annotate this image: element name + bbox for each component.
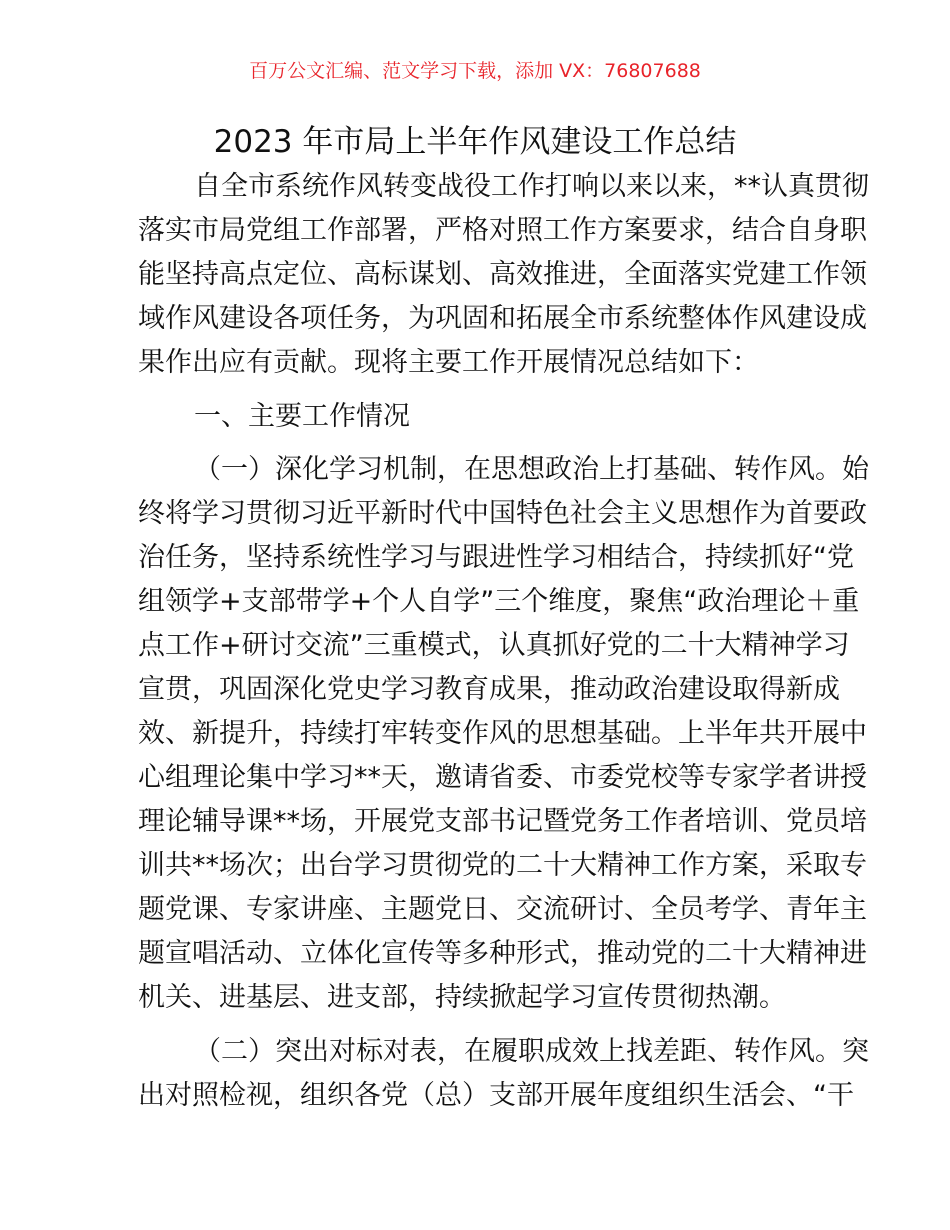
text-line: 组领学+支部带学+个人自学”三个维度，聚焦“政治理论＋重 xyxy=(138,586,860,617)
document-title: 2023 年市局上半年作风建设工作总结 xyxy=(213,124,737,160)
text-line: 能坚持高点定位、高标谋划、高效推进，全面落实党建工作领 xyxy=(138,259,867,290)
text-line: 训共**场次；出台学习贯彻党的二十大精神工作方案，采取专 xyxy=(138,850,867,881)
text-line: 机关、进基层、进支部，持续掀起学习宣传贯彻热潮。 xyxy=(138,982,786,1013)
text-line: 自全市系统作风转变战役工作打响以来以来，**认真贯彻 xyxy=(194,171,869,202)
text-line: 理论辅导课**场，开展党支部书记暨党务工作者培训、党员培 xyxy=(138,806,867,837)
text-line: 终将学习贯彻习近平新时代中国特色社会主义思想作为首要政 xyxy=(138,498,867,529)
text-line: 果作出应有贡献。现将主要工作开展情况总结如下： xyxy=(138,347,759,378)
text-line: 宣贯，巩固深化党史学习教育成果，推动政治建设取得新成 xyxy=(138,674,840,705)
text-line: 效、新提升，持续打牢转变作风的思想基础。上半年共开展中 xyxy=(138,718,867,749)
text-line: 域作风建设各项任务，为巩固和拓展全市系统整体作风建设成 xyxy=(138,303,867,334)
watermark-header: 百万公文汇编、范文学习下载，添加 VX：76807688 xyxy=(249,60,701,82)
text-line: 落实市局党组工作部署，严格对照工作方案要求，结合自身职 xyxy=(138,215,867,246)
text-line: 出对照检视，组织各党（总）支部开展年度组织生活会、“干 xyxy=(138,1080,854,1111)
text-line: 治任务，坚持系统性学习与跟进性学习相结合，持续抓好“党 xyxy=(138,542,854,573)
text-line: 题宣唱活动、立体化宣传等多种形式，推动党的二十大精神进 xyxy=(138,938,867,969)
text-line: 心组理论集中学习**天，邀请省委、市委党校等专家学者讲授 xyxy=(138,762,867,793)
text-line: 一、主要工作情况 xyxy=(194,401,410,432)
text-line: 题党课、专家讲座、主题党日、交流研讨、全员考学、青年主 xyxy=(138,894,867,925)
text-line: （一）深化学习机制，在思想政治上打基础、转作风。始 xyxy=(194,454,869,485)
text-line: 点工作+研讨交流”三重模式，认真抓好党的二十大精神学习 xyxy=(138,630,850,661)
text-line: （二）突出对标对表，在履职成效上找差距、转作风。突 xyxy=(194,1036,869,1067)
